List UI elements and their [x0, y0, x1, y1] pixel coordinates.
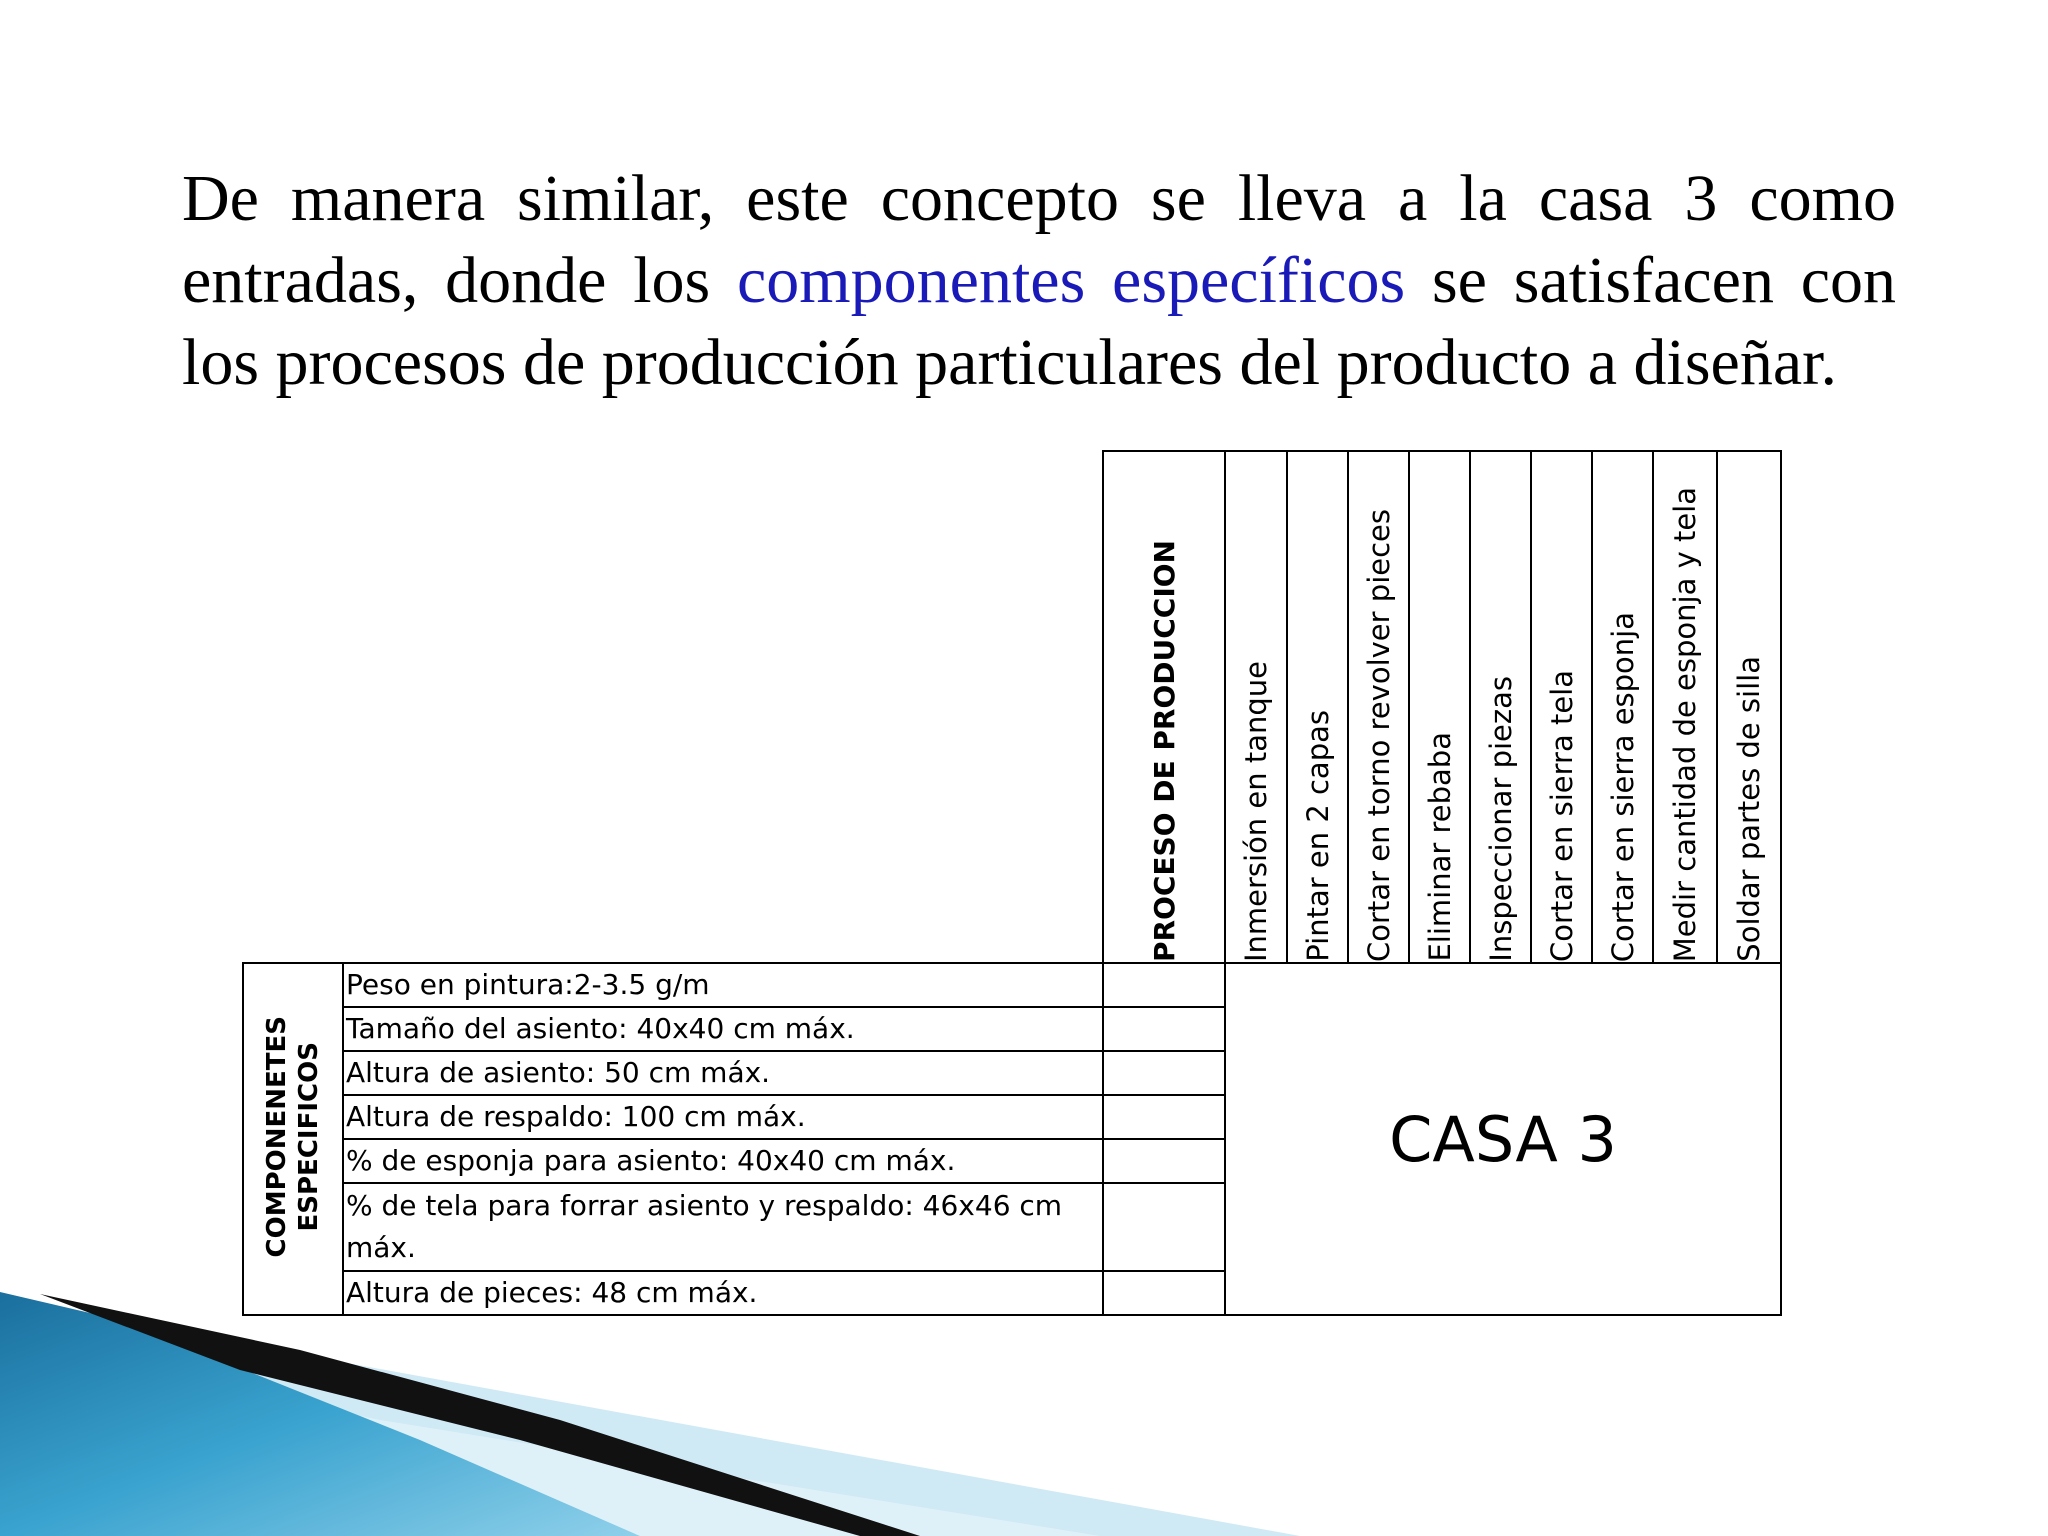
side-label-text: [261, 1016, 325, 1257]
side-label-line1: COMPONENETES: [262, 1015, 292, 1258]
production-process-label: PROCESO DE PRODUCCION: [1147, 539, 1181, 962]
process-label: Medir cantidad de esponja y tela: [1668, 486, 1702, 962]
table-row: [243, 963, 1781, 1007]
component-cell: [1103, 1007, 1225, 1051]
house-3-cell: [1225, 963, 1781, 1315]
process-col-2: [1287, 451, 1348, 963]
paragraph-text-after: se satisfacen con los procesos de producción particulares del producto a diseñar.: [182, 244, 1897, 399]
process-col-5: [1470, 451, 1531, 963]
component-cell: [1103, 1183, 1225, 1271]
component-label: Altura de respaldo: 100 cm máx.: [343, 1095, 1103, 1139]
house-3-label: CASA 3: [1389, 1102, 1617, 1176]
process-label: Cortar en sierra esponja: [1605, 611, 1640, 962]
empty-corner: [243, 451, 1103, 963]
component-label: Peso en pintura:2-3.5 g/m: [343, 963, 1103, 1007]
process-col-6: [1531, 451, 1592, 963]
component-cell: [1103, 1139, 1225, 1183]
component-cell: [1103, 963, 1225, 1007]
process-label: Eliminar rebaba: [1422, 732, 1457, 962]
header-row: [243, 451, 1781, 963]
component-label: Altura de pieces: 48 cm máx.: [343, 1271, 1103, 1315]
process-col-7: [1592, 451, 1653, 963]
process-label: Pintar en 2 capas: [1300, 710, 1335, 962]
process-col-1: [1225, 451, 1287, 963]
production-process-header: [1103, 451, 1225, 963]
house-of-quality-table: [242, 450, 1782, 1316]
process-label: Inspeccionar piezas: [1483, 676, 1518, 962]
paragraph-highlight: componentes específicos: [737, 244, 1406, 317]
process-label: Cortar en sierra tela: [1544, 669, 1579, 962]
process-col-9: [1717, 451, 1781, 963]
component-cell: [1103, 1051, 1225, 1095]
process-label: Soldar partes de silla: [1732, 656, 1766, 962]
process-col-3: [1348, 451, 1409, 963]
process-col-4: [1409, 451, 1470, 963]
process-label: Inmersión en tanque: [1239, 660, 1273, 962]
component-label: % de esponja para asiento: 40x40 cm máx.: [343, 1139, 1103, 1183]
component-label: % de tela para forrar asiento y respaldo: 46x46 cm máx.: [343, 1183, 1103, 1271]
component-cell: [1103, 1095, 1225, 1139]
specific-components-label: [243, 963, 343, 1315]
side-label-line2: ESPECIFICOS: [294, 1041, 324, 1232]
component-label: Tamaño del asiento: 40x40 cm máx.: [343, 1007, 1103, 1051]
process-label: Cortar en torno revolver pieces: [1361, 509, 1396, 962]
paragraph-text-before: De manera similar, este concepto se lleva a la casa 3 como entradas, donde los: [182, 162, 1896, 317]
component-label: Altura de asiento: 50 cm máx.: [343, 1051, 1103, 1095]
decorative-corner-swoosh: [0, 1280, 2048, 1536]
intro-paragraph: [182, 158, 1896, 404]
process-col-8: [1653, 451, 1717, 963]
